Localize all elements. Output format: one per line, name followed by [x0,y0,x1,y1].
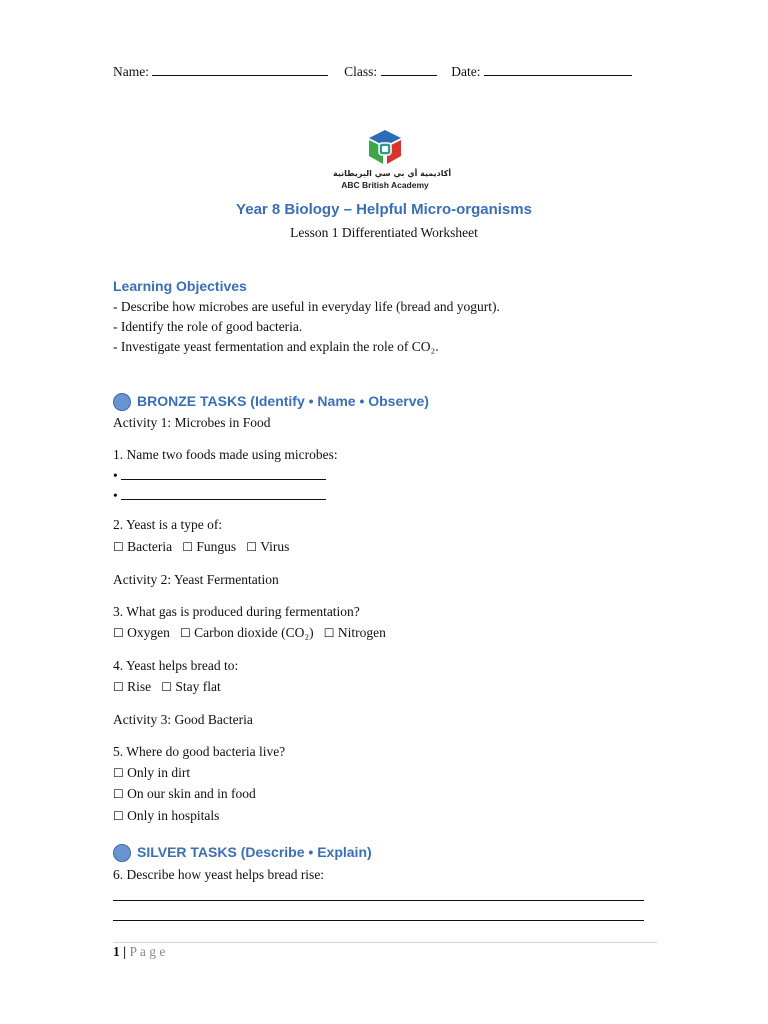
class-label: Class: [344,64,378,79]
answer-line-6a[interactable] [113,900,644,901]
logo-english-name: ABC British Academy [341,180,429,190]
silver-heading-text: SILVER TASKS (Describe • Explain) [137,844,372,860]
q5-option-skin-food[interactable]: ☐ On our skin and in food [113,786,256,801]
q3-option-nitrogen[interactable]: ☐ Nitrogen [323,625,386,640]
checkbox-icon[interactable]: ☐ [113,540,124,554]
q3-option-oxygen[interactable]: ☐ Oxygen [113,625,170,640]
question-5: 5. Where do good bacteria live? [113,744,286,759]
objective-item: - Investigate yeast fermentation and explain the role of CO₂. [113,339,439,354]
q2-option-virus[interactable]: ☐ Virus [246,539,290,554]
date-field[interactable] [484,65,632,76]
checkbox-icon[interactable]: ☐ [180,626,191,640]
checkbox-icon[interactable]: ☐ [323,626,335,640]
checkbox-icon[interactable]: ☐ [113,787,124,801]
checkbox-icon[interactable]: ☐ [113,766,124,780]
question-2: 2. Yeast is a type of: [113,517,223,532]
checkbox-icon[interactable]: ☐ [113,680,124,694]
worksheet-subtitle: Lesson 1 Differentiated Worksheet [290,225,478,240]
answer-line-1b[interactable] [113,488,326,504]
page-footer [113,944,165,960]
page-number: 1 [113,944,120,959]
class-field[interactable] [381,65,437,76]
question-4: 4. Yeast helps bread to: [113,658,239,673]
bronze-circle-icon [113,393,131,411]
academy-logo [333,128,452,194]
bullet: • [113,488,118,503]
activity-3-title: Activity 3: Good Bacteria [113,712,253,727]
student-info-row [113,64,632,80]
q5-option-hospitals[interactable]: ☐ Only in hospitals [113,808,220,823]
name-field[interactable] [152,65,328,76]
checkbox-icon[interactable]: ☐ [161,680,173,694]
q3-options [113,625,386,641]
bullet: • [113,468,118,483]
q4-option-rise[interactable]: ☐ Rise [113,679,152,694]
silver-circle-icon [113,844,131,862]
activity-2-title: Activity 2: Yeast Fermentation [113,572,279,587]
page-separator: | [123,944,127,959]
answer-line-1a[interactable] [113,468,326,484]
checkbox-icon[interactable]: ☐ [113,809,124,823]
q4-options [113,679,221,695]
objective-item: - Identify the role of good bacteria. [113,319,303,334]
date-label: Date: [451,64,481,79]
checkbox-icon[interactable]: ☐ [113,626,124,640]
logo-arabic-name: أكاديمية أي بي سي البريطانية [333,169,452,178]
worksheet-title: Year 8 Biology – Helpful Micro-organisms [236,201,532,218]
logo-cube-icon [333,128,437,168]
silver-heading [113,844,372,862]
objectives-heading: Learning Objectives [113,278,247,294]
objective-item: - Describe how microbes are useful in everyday life (bread and yogurt). [113,299,500,314]
checkbox-icon[interactable]: ☐ [182,540,194,554]
bronze-heading [113,393,429,411]
footer-divider [113,942,657,943]
activity-1-title: Activity 1: Microbes in Food [113,415,271,430]
q2-option-fungus[interactable]: ☐ Fungus [182,539,237,554]
question-6: 6. Describe how yeast helps bread rise: [113,867,325,882]
q2-option-bacteria[interactable]: ☐ Bacteria [113,539,173,554]
answer-line-6b[interactable] [113,920,644,921]
q4-option-stay-flat[interactable]: ☐ Stay flat [161,679,221,694]
bronze-heading-text: BRONZE TASKS (Identify • Name • Observe) [137,393,429,409]
page-label: P a g e [129,944,166,959]
checkbox-icon[interactable]: ☐ [246,540,258,554]
q3-option-co2[interactable]: ☐ Carbon dioxide (CO₂) [180,625,314,640]
name-label: Name: [113,64,149,79]
question-1: 1. Name two foods made using microbes: [113,447,338,462]
q5-option-dirt[interactable]: ☐ Only in dirt [113,765,191,780]
q2-options [113,539,289,555]
question-3: 3. What gas is produced during fermentation? [113,604,360,619]
